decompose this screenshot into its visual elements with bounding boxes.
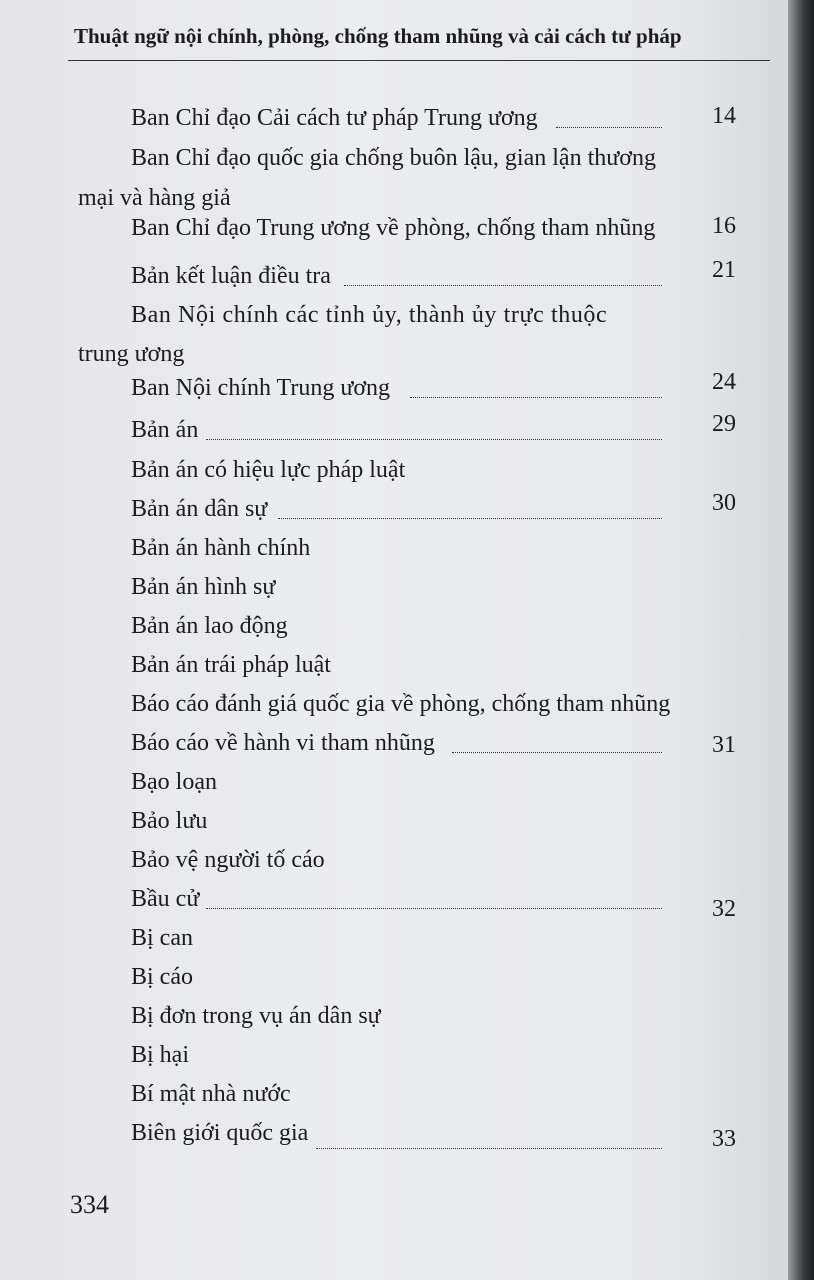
index-entry [0, 649, 792, 685]
entry-term: trung ương [78, 341, 185, 367]
index-entry [0, 688, 792, 724]
entry-term: Ban Chỉ đạo Trung ương về phòng, chống tham nhũng [131, 215, 656, 241]
page-edge-shadow [788, 0, 814, 1280]
index-entry [0, 844, 792, 880]
dot-leader [206, 439, 662, 440]
dot-leader [278, 518, 662, 519]
entry-page: 16 [712, 213, 736, 239]
entry-page: 21 [712, 257, 736, 283]
entry-term: Bảo vệ người tố cáo [131, 847, 325, 873]
entry-term: Bảo lưu [131, 808, 208, 834]
entry-term: Bầu cử [131, 886, 200, 912]
index-entry [0, 1039, 792, 1075]
index-entry [0, 490, 792, 529]
index-entry [0, 766, 792, 802]
entry-term: Bản án dân sự [131, 496, 268, 522]
index-entry-continuation [0, 338, 792, 374]
entry-term: Báo cáo về hành vi tham nhũng [131, 730, 435, 756]
index-entry [0, 212, 792, 248]
index-entry [0, 610, 792, 646]
header-rule [68, 60, 770, 61]
entry-term: mại và hàng giả [78, 185, 231, 211]
index-entry [0, 257, 792, 296]
entry-term: Ban Nội chính Trung ương [131, 375, 391, 401]
entry-term: Bị hại [131, 1042, 189, 1068]
index-entry [0, 454, 792, 490]
index-entry [0, 369, 792, 408]
index-entry [0, 1078, 792, 1114]
entry-term: Bản án hình sự [131, 574, 276, 600]
index-entry [0, 571, 792, 607]
entry-term: Bản án hành chính [131, 535, 311, 561]
entry-term: Ban Chỉ đạo Cải cách tư pháp Trung ương [131, 105, 538, 131]
dot-leader [410, 397, 662, 398]
entry-term: Báo cáo đánh giá quốc gia về phòng, chống tham nhũng [131, 691, 671, 717]
entry-term: Bản án lao động [131, 613, 288, 639]
entry-term: Ban Nội chính các tỉnh ủy, thành ủy trực thuộc [131, 302, 608, 328]
index-entry [0, 299, 792, 335]
dot-leader [316, 1148, 662, 1149]
index-entry [0, 142, 792, 178]
index-entry [0, 532, 792, 568]
entry-page: 31 [712, 732, 736, 758]
index-entry [0, 1000, 792, 1036]
index-entry [0, 727, 792, 763]
index-entry [0, 1117, 792, 1153]
dot-leader [206, 908, 662, 909]
entry-page: 30 [712, 490, 736, 516]
entry-term: Bản kết luận điều tra [131, 263, 331, 289]
index-entry [0, 922, 792, 958]
entry-page: 33 [712, 1126, 736, 1152]
entry-term: Bị cáo [131, 964, 193, 990]
page-number: 334 [70, 1190, 109, 1219]
index-entry [0, 805, 792, 841]
entry-page: 32 [712, 896, 736, 922]
entry-term: Bị can [131, 925, 193, 951]
entry-term: Bản án trái pháp luật [131, 652, 331, 678]
index-entry [0, 411, 792, 450]
entry-term: Bạo loạn [131, 769, 217, 795]
entry-page: 29 [712, 411, 736, 437]
dot-leader [452, 752, 662, 753]
entry-term: Bị đơn trong vụ án dân sự [131, 1003, 381, 1029]
index-entry [0, 102, 792, 138]
entry-term: Bản án có hiệu lực pháp luật [131, 457, 406, 483]
entry-term: Bí mật nhà nước [131, 1081, 291, 1107]
entry-term: Biên giới quốc gia [131, 1120, 309, 1146]
dot-leader [344, 285, 662, 286]
dot-leader [556, 127, 662, 128]
running-head: Thuật ngữ nội chính, phòng, chống tham nhũng và cải cách tư pháp [74, 24, 682, 48]
entry-term: Bản án [131, 417, 199, 443]
entry-page: 24 [712, 369, 736, 395]
index-entry [0, 883, 792, 922]
index-entry [0, 961, 792, 997]
entry-page: 14 [712, 103, 736, 129]
entry-term: Ban Chỉ đạo quốc gia chống buôn lậu, gian lận thương [131, 145, 656, 171]
